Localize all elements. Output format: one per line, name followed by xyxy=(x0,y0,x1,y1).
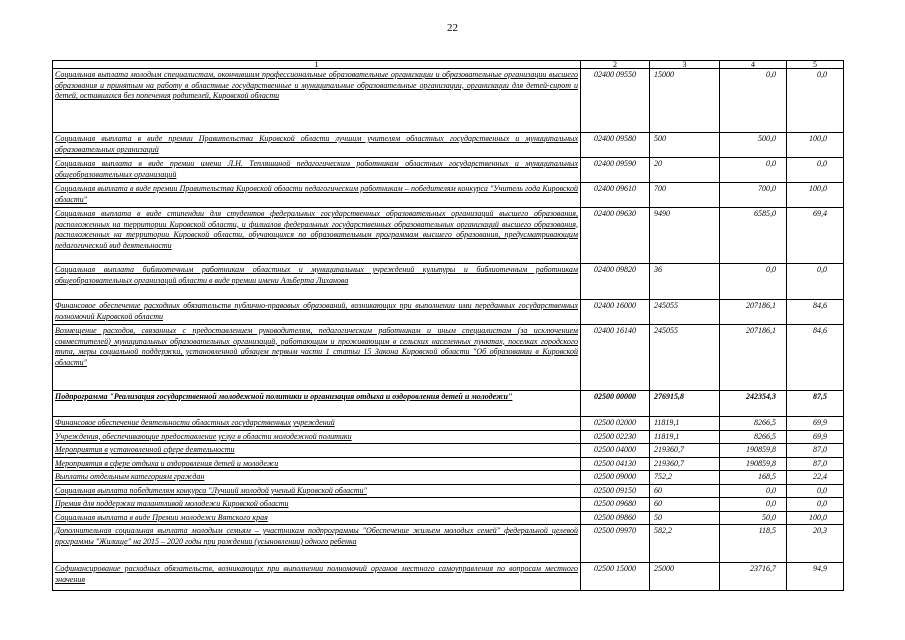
row-value-executed-text: 6585,0 xyxy=(754,209,776,218)
row-value-planned-text: 700 xyxy=(654,184,666,193)
table-row xyxy=(53,525,844,563)
row-code xyxy=(581,430,650,444)
row-value-executed-text: 8266,5 xyxy=(754,431,776,441)
row-code xyxy=(581,183,650,208)
row-value-planned xyxy=(650,208,720,264)
row-description xyxy=(53,183,581,208)
row-value-percent-text: 20,3 xyxy=(813,526,827,535)
row-description-text: Мероприятия в установленной сфере деятельности xyxy=(55,445,235,454)
table-row xyxy=(53,133,844,158)
row-code-text: 02400 09580 xyxy=(594,134,636,143)
row-code-text: 02500 04130 xyxy=(594,458,636,468)
row-value-executed-text: 207186,1 xyxy=(746,301,776,310)
row-value-percent-text: 100,0 xyxy=(809,512,827,522)
row-value-percent xyxy=(787,158,844,183)
row-value-percent-text: 0,0 xyxy=(817,499,827,508)
row-value-percent xyxy=(787,457,844,471)
table-row xyxy=(53,300,844,325)
row-code xyxy=(581,133,650,158)
row-value-percent-text: 84,6 xyxy=(813,326,827,335)
row-value-planned xyxy=(650,511,720,525)
row-value-executed-text: 23716,7 xyxy=(750,564,776,573)
row-description-text: Выплаты отдельным категориям граждан xyxy=(55,472,205,481)
row-value-percent xyxy=(787,208,844,264)
row-value-planned-text: 9490 xyxy=(654,209,670,218)
row-value-executed xyxy=(720,471,787,485)
row-value-percent xyxy=(787,498,844,512)
row-value-percent-text: 69,4 xyxy=(813,209,827,218)
row-value-executed xyxy=(720,183,787,208)
row-value-executed xyxy=(720,264,787,300)
row-code-text: 02500 09970 xyxy=(594,526,636,535)
row-value-percent-text: 0,0 xyxy=(817,70,827,79)
row-value-planned-text: 36 xyxy=(654,265,662,274)
row-description-text: Социальная выплата молодым специалистам, окончившим профессиональные образовательные организации и образовательные организации высшего образования и принятым на работу в областные государственные и муниципальные образовательные организации, организации для детей-сирот и детей, оставшихся без попечения родителей, Кировской области xyxy=(55,70,578,100)
row-description-text: Социальная выплата в виде премии Правительства Кировской области лучшим учителям областных государственных и муниципальных образовательных организаций xyxy=(55,134,578,154)
row-code xyxy=(581,264,650,300)
row-code xyxy=(581,484,650,498)
row-value-percent-text: 0,0 xyxy=(817,485,827,495)
row-value-planned-text: 582,2 xyxy=(654,526,672,535)
row-value-percent-text: 84,6 xyxy=(813,301,827,310)
row-code-text: 02500 02000 xyxy=(594,418,636,427)
row-value-planned-text: 219360,7 xyxy=(654,445,684,454)
table-row xyxy=(53,158,844,183)
row-description-text: Учреждения, обеспечивающие предоставление услуг в области молодежной политики xyxy=(55,431,352,441)
row-description xyxy=(53,417,581,431)
row-value-planned-text: 752,2 xyxy=(654,472,672,481)
row-value-executed-text: 118,5 xyxy=(758,526,776,535)
row-value-planned-text: 20 xyxy=(654,159,662,168)
row-value-executed-text: 0,0 xyxy=(766,485,776,495)
row-description xyxy=(53,511,581,525)
row-code-text: 02500 15000 xyxy=(594,564,636,573)
row-value-executed xyxy=(720,484,787,498)
row-code xyxy=(581,158,650,183)
row-code-text: 02500 09680 xyxy=(594,499,636,508)
row-description-text: Социальная выплата в виде стипендии для студентов федеральных государственных образовательных организаций высшего образования, расположенных на территории Кировской области, и филиалов федеральных государственных образовательных организаций высшего образования, расположенных на территории Кировской области, обучающихся по образовательным программам высшего образования, предусматривающим педагогический вид деятельности xyxy=(55,209,578,250)
row-value-executed xyxy=(720,300,787,325)
row-value-percent-text: 87,0 xyxy=(813,445,827,454)
row-description xyxy=(53,158,581,183)
row-value-planned xyxy=(650,264,720,300)
row-code xyxy=(581,563,650,591)
row-value-percent xyxy=(787,525,844,563)
row-value-executed xyxy=(720,417,787,431)
row-value-executed xyxy=(720,208,787,264)
row-code-text: 02400 09820 xyxy=(594,265,636,274)
row-value-executed xyxy=(720,525,787,563)
row-value-planned xyxy=(650,133,720,158)
row-description xyxy=(53,563,581,591)
row-value-executed xyxy=(720,430,787,444)
row-description xyxy=(53,208,581,264)
row-code-text: 02400 09590 xyxy=(594,159,636,168)
row-value-executed xyxy=(720,511,787,525)
row-value-planned-text: 276915,8 xyxy=(654,392,684,401)
row-value-executed-text: 242354,3 xyxy=(746,392,776,401)
row-value-percent-text: 69,9 xyxy=(813,431,827,441)
row-code xyxy=(581,511,650,525)
row-description xyxy=(53,325,581,391)
row-value-planned xyxy=(650,158,720,183)
row-value-planned-text: 60 xyxy=(654,485,662,495)
row-value-percent xyxy=(787,444,844,458)
row-description-text: Софинансирование расходных обязательств, возникающих при выполнении полномочий органов местного самоуправления по вопросам местного значения xyxy=(55,564,578,584)
row-value-percent xyxy=(787,563,844,591)
row-value-percent xyxy=(787,69,844,133)
row-value-percent xyxy=(787,511,844,525)
row-value-planned-text: 50 xyxy=(654,512,662,522)
row-description-text: Социальная выплата в виде премии Правительства Кировской области педагогическим работникам – победителям конкурса "Учитель года Кировской области" xyxy=(55,184,578,204)
row-description xyxy=(53,498,581,512)
row-description-text: Социальная выплата в виде премии имени Л.Н. Тепляшиной педагогическим работникам областных государственных и муниципальных общеобразовательных организаций xyxy=(55,159,578,179)
table-row xyxy=(53,511,844,525)
row-value-executed-text: 0,0 xyxy=(766,499,776,508)
row-description-text: Социальная выплата победителям конкурса "Лучший молодой ученый Кировской области" xyxy=(55,485,367,495)
row-value-executed xyxy=(720,69,787,133)
row-value-executed xyxy=(720,158,787,183)
row-value-planned xyxy=(650,183,720,208)
row-value-planned-text: 245055 xyxy=(654,301,678,310)
row-code xyxy=(581,471,650,485)
table-row xyxy=(53,391,844,417)
row-description xyxy=(53,525,581,563)
table-row xyxy=(53,457,844,471)
row-code-text: 02400 16000 xyxy=(594,301,636,310)
row-code xyxy=(581,208,650,264)
row-value-percent xyxy=(787,300,844,325)
table-row xyxy=(53,430,844,444)
row-value-planned xyxy=(650,525,720,563)
row-description xyxy=(53,444,581,458)
row-description-text: Возмещение расходов, связанных с предоставлением руководителям, педагогическим работникам и иным специалистам (за исключением совместителей) муниципальных образовательных организаций, работающим и проживающим в сельских населенных пунктах, поселках городского типа, меры социальной поддержки, установленной абзацем первым части 1 статьи 15 Закона Кировской области "Об образовании в Кировской области" xyxy=(55,326,578,367)
row-description-text: Социальная выплата библиотечным работникам областных и муниципальных учреждений культуры и библиотечным работникам общеобразовательных организаций области в виде премии имени Альберта Лиханова xyxy=(55,265,578,285)
row-value-percent xyxy=(787,471,844,485)
table-row xyxy=(53,208,844,264)
row-value-planned xyxy=(650,484,720,498)
budget-execution-table xyxy=(52,60,844,591)
table-row xyxy=(53,69,844,133)
page-number: 22 xyxy=(447,22,458,34)
column-header-2: 2 xyxy=(581,61,650,69)
row-code-text: 02500 00000 xyxy=(594,392,636,401)
row-value-executed-text: 0,0 xyxy=(766,159,776,168)
row-value-executed xyxy=(720,391,787,417)
row-value-planned xyxy=(650,325,720,391)
row-description xyxy=(53,457,581,471)
row-description xyxy=(53,264,581,300)
row-code-text: 02500 09000 xyxy=(594,472,636,481)
row-description-text: Социальная выплата в виде Премии молодежи Вятского края xyxy=(55,512,268,522)
row-code-text: 02500 09860 xyxy=(594,512,636,522)
table-row xyxy=(53,484,844,498)
row-value-executed-text: 0,0 xyxy=(766,265,776,274)
row-value-percent-text: 94,9 xyxy=(813,564,827,573)
row-description xyxy=(53,69,581,133)
row-value-percent xyxy=(787,417,844,431)
row-value-executed xyxy=(720,498,787,512)
row-description xyxy=(53,300,581,325)
row-value-executed-text: 0,0 xyxy=(766,70,776,79)
row-code-text: 02500 09150 xyxy=(594,485,636,495)
row-code-text: 02400 09610 xyxy=(594,184,636,193)
row-code xyxy=(581,325,650,391)
row-code-text: 02400 09630 xyxy=(594,209,636,218)
table-row xyxy=(53,444,844,458)
row-value-percent xyxy=(787,484,844,498)
row-value-executed-text: 50,0 xyxy=(762,512,776,522)
row-value-percent xyxy=(787,391,844,417)
row-value-planned-text: 11819,1 xyxy=(654,431,680,441)
row-value-percent xyxy=(787,133,844,158)
row-value-percent-text: 22,4 xyxy=(813,472,827,481)
column-header-4: 4 xyxy=(720,61,787,69)
row-value-planned-text: 15000 xyxy=(654,70,674,79)
row-value-planned-text: 25000 xyxy=(654,564,674,573)
table-row xyxy=(53,264,844,300)
row-value-percent-text: 100,0 xyxy=(809,134,827,143)
row-code-text: 02500 02230 xyxy=(594,431,636,441)
row-code-text: 02400 16140 xyxy=(594,326,636,335)
row-description-text: Финансовое обеспечение деятельности областных государственных учреждений xyxy=(55,418,335,427)
row-description xyxy=(53,391,581,417)
row-value-percent-text: 0,0 xyxy=(817,159,827,168)
row-description xyxy=(53,133,581,158)
table-row xyxy=(53,417,844,431)
row-code xyxy=(581,525,650,563)
row-value-executed-text: 168,5 xyxy=(758,472,776,481)
row-value-percent xyxy=(787,264,844,300)
row-value-planned xyxy=(650,471,720,485)
row-value-planned xyxy=(650,457,720,471)
table-row xyxy=(53,471,844,485)
row-description xyxy=(53,471,581,485)
row-value-planned xyxy=(650,69,720,133)
row-value-executed xyxy=(720,133,787,158)
row-value-executed-text: 8266,5 xyxy=(754,418,776,427)
row-value-executed xyxy=(720,325,787,391)
table-row xyxy=(53,563,844,591)
row-code xyxy=(581,391,650,417)
row-value-percent xyxy=(787,430,844,444)
row-value-percent-text: 69,9 xyxy=(813,418,827,427)
table-row xyxy=(53,498,844,512)
table-row xyxy=(53,183,844,208)
column-header-1: 1 xyxy=(53,61,581,69)
row-code-text: 02400 09550 xyxy=(594,70,636,79)
row-description xyxy=(53,430,581,444)
column-header-3: 3 xyxy=(650,61,720,69)
row-description-text: Дополнительная социальная выплата молодым семьям – участникам подпрограммы "Обеспечение жильем молодых семей" федеральной целевой программы "Жилище" на 2015 – 2020 годы при рождении (усыновлении) одного ребенка xyxy=(55,526,578,546)
table-body xyxy=(53,69,844,591)
row-value-executed xyxy=(720,457,787,471)
row-value-planned-text: 500 xyxy=(654,134,666,143)
row-value-percent-text: 87,0 xyxy=(813,458,827,468)
row-description-text: Подпрограмма "Реализация государственной молодежной политики и организация отдыха и оздоровления детей и молодежи" xyxy=(55,392,513,401)
row-value-percent-text: 87,5 xyxy=(813,392,827,401)
row-code xyxy=(581,300,650,325)
row-value-executed xyxy=(720,444,787,458)
row-value-percent-text: 100,0 xyxy=(809,184,827,193)
row-description-text: Мероприятия в сфере отдыха и оздоровления детей и молодежи xyxy=(55,458,279,468)
row-value-planned-text: 60 xyxy=(654,499,662,508)
row-value-executed xyxy=(720,563,787,591)
row-value-planned xyxy=(650,391,720,417)
row-value-planned xyxy=(650,444,720,458)
row-description-text: Финансовое обеспечение расходных обязательств публично-правовых образований, возникающих при выполнении ими переданных государственных полномочий Кировской области xyxy=(55,301,578,321)
row-value-executed-text: 500,0 xyxy=(758,134,776,143)
row-code xyxy=(581,444,650,458)
row-value-planned-text: 219360,7 xyxy=(654,458,684,468)
row-value-executed-text: 207186,1 xyxy=(746,326,776,335)
row-value-planned xyxy=(650,563,720,591)
row-description xyxy=(53,484,581,498)
row-code xyxy=(581,457,650,471)
row-value-planned xyxy=(650,430,720,444)
row-value-percent-text: 0,0 xyxy=(817,265,827,274)
row-value-planned xyxy=(650,498,720,512)
row-value-executed-text: 190859,8 xyxy=(746,445,776,454)
table-row xyxy=(53,325,844,391)
row-code xyxy=(581,417,650,431)
column-header-5: 5 xyxy=(787,61,844,69)
row-code-text: 02500 04000 xyxy=(594,445,636,454)
row-code xyxy=(581,69,650,133)
row-value-percent xyxy=(787,325,844,391)
row-value-percent xyxy=(787,183,844,208)
row-value-planned-text: 11819,1 xyxy=(654,418,680,427)
table-header-row xyxy=(53,61,844,69)
row-value-executed-text: 700,0 xyxy=(758,184,776,193)
row-value-planned xyxy=(650,300,720,325)
row-value-planned-text: 245055 xyxy=(654,326,678,335)
row-description-text: Премия для поддержки талантливой молодежи Кировской области xyxy=(55,499,289,508)
row-code xyxy=(581,498,650,512)
row-value-planned xyxy=(650,417,720,431)
row-value-executed-text: 190859,8 xyxy=(746,458,776,468)
